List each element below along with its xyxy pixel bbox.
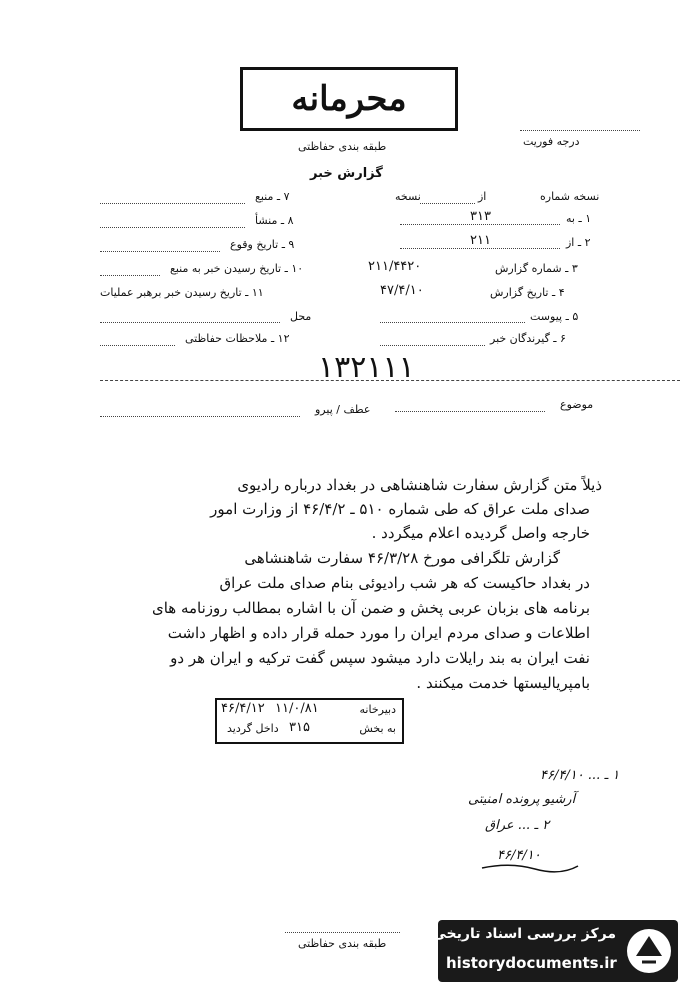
- watermark-logo: [432, 920, 678, 982]
- security-notes-label: ۱۲ ـ ملاحظات حفاظتی: [185, 332, 290, 345]
- receipt-line: [100, 275, 160, 276]
- from-line: [400, 248, 560, 249]
- attachment-label: ۵ ـ پیوست: [530, 310, 579, 323]
- footer-line: [285, 932, 400, 933]
- reference-line: [100, 416, 300, 417]
- body-line: ذیلاً متن گزارش سفارت شاهنشاهی در بغداد درباره رادیوی: [237, 476, 602, 494]
- note-line: ۱ ـ ... ۴۶/۴/۱۰: [540, 768, 620, 783]
- priority-line: [520, 130, 640, 131]
- receipt-suffix: داخل گردید: [227, 722, 279, 735]
- place-line: [100, 322, 280, 323]
- footer-classification: طبقه بندی حفاظتی: [298, 937, 387, 950]
- subject-line: [395, 411, 545, 412]
- copy-line: [420, 203, 475, 204]
- stamp-title: محرمانه: [291, 79, 407, 119]
- handwritten-number: ۱۳۲۱۱۱: [318, 350, 415, 385]
- report-date-value: ۴۷/۴/۱۰: [380, 283, 424, 298]
- watermark-url[interactable]: historydocuments.ir: [446, 954, 617, 972]
- place-label: محل: [290, 310, 312, 323]
- priority-label: درجه فوریت: [523, 135, 580, 148]
- occurrence-line: [100, 251, 220, 252]
- receipt-value-2: ۳۱۵: [289, 720, 310, 735]
- signature-underline: [480, 860, 580, 874]
- to-line: [400, 224, 560, 225]
- body-line: گزارش تلگرافی مورخ ۴۶/۳/۲۸ سفارت شاهنشاهی: [244, 549, 560, 567]
- receipt-date: ۴۶/۴/۱۲: [221, 701, 265, 716]
- body-line: نفت ایران به بند رایلات دارد میشود سپس گفت ترکیه و ایران هر دو: [170, 649, 590, 667]
- origin-line: [100, 227, 245, 228]
- occurrence-date-label: ۹ ـ تاریخ وقوع: [230, 238, 295, 251]
- from-label: ۲ ـ از: [566, 236, 591, 249]
- attachment-line: [380, 322, 525, 323]
- confidential-stamp: [240, 67, 458, 131]
- logo-emblem-icon: [624, 926, 674, 976]
- body-line: اطلاعات و صدای مردم ایران را مورد حمله قرار داده و اظهار داشت: [167, 624, 590, 642]
- reference-label: عطف / پیرو: [315, 403, 371, 416]
- security-notes-line: [100, 345, 175, 346]
- copy-number-label: نسخه شماره: [540, 190, 600, 203]
- source-line: [100, 203, 245, 204]
- note-line: ۴۶/۴/۱۰: [497, 848, 541, 863]
- report-number-value: ۲۱۱/۴۴۲۰: [368, 259, 422, 274]
- copy-suffix: نسخه: [395, 190, 421, 203]
- body-line: برنامه های بزبان عربی پخش و ضمن آن با اشاره بمطالب روزنامه های: [151, 599, 590, 617]
- receipt-head-label: ۱۱ ـ تاریخ رسیدن خبر برهبر عملیات: [100, 286, 264, 299]
- body-line: در بغداد حاکیست که هر شب رادیوئی بنام صدای ملت عراق: [219, 574, 590, 592]
- recipients-line: [380, 345, 485, 346]
- receipt-label-1: دبیرخانه: [359, 703, 396, 716]
- recipients-label: ۶ ـ گیرندگان خبر: [490, 332, 566, 345]
- doc-title: گزارش خبر: [310, 166, 383, 181]
- receipt-date-label: ۱۰ ـ تاریخ رسیدن خبر به منبع: [170, 262, 304, 275]
- origin-label: ۸ ـ منشأ: [255, 214, 294, 227]
- body-line: صدای ملت عراق که طی شماره ۵۱۰ ـ ۴۶/۴/۲ از وزارت امور: [210, 500, 590, 518]
- receipt-stamp: [215, 698, 404, 744]
- watermark-title: مرکز بررسی اسناد تاریخی: [432, 926, 616, 942]
- source-label: ۷ ـ منبع: [255, 190, 290, 203]
- to-value: ۳۱۳: [470, 209, 491, 224]
- body-line: بامپریالیستها خدمت میکنند .: [416, 674, 590, 692]
- copy-of-label: از: [478, 190, 487, 203]
- receipt-value-1: ۱۱/۰/۸۱: [275, 701, 319, 716]
- receipt-label-2: به بخش: [359, 722, 396, 735]
- classification-label: طبقه بندی حفاظتی: [298, 140, 387, 153]
- body-line: خارجه واصل گردیده اعلام میگردد .: [371, 524, 590, 542]
- report-number-label: ۳ ـ شماره گزارش: [495, 262, 578, 275]
- from-value: ۲۱۱: [470, 233, 491, 248]
- to-label: ۱ ـ به: [566, 212, 592, 225]
- note-line: آرشیو پرونده امنیتی: [468, 792, 576, 807]
- note-line: ۲ ـ ... عراق: [485, 818, 550, 833]
- subject-label: موضوع: [560, 398, 594, 411]
- separator-line: [100, 380, 680, 381]
- report-date-label: ۴ ـ تاریخ گزارش: [490, 286, 565, 299]
